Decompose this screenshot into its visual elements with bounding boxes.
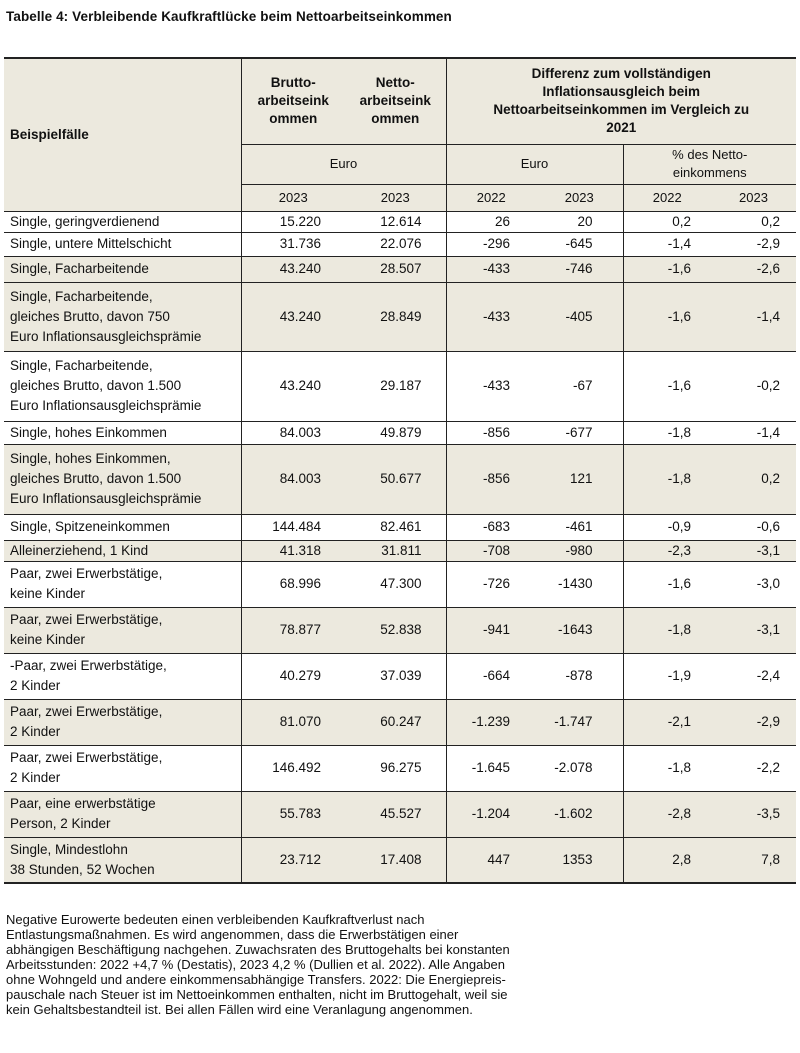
header-brutto-line: arbeitseink xyxy=(257,93,329,109)
footnote-line: ohne Wohngeld und andere einkommensabhängige Transfers. 2022: Die Energiepreis- xyxy=(6,972,506,987)
row-label-line: keine Kinder xyxy=(10,632,86,647)
row-label-line: 2 Kinder xyxy=(10,678,61,693)
row-label xyxy=(4,211,241,232)
row-label-line: Paar, zwei Erwerbstätige, xyxy=(10,612,163,627)
row-label-line: gleiches Brutto, davon 1.500 xyxy=(10,378,182,393)
cell-value: -1,6 xyxy=(623,256,711,282)
cell-value: 22.076 xyxy=(345,232,446,256)
cell-value: 29.187 xyxy=(345,351,446,421)
cell-value: -3,1 xyxy=(711,540,796,561)
table-title: Tabelle 4: Verbleibende Kaufkraftlücke beim Nettoarbeitseinkommen xyxy=(6,9,452,24)
row-label xyxy=(4,351,241,421)
cell-value: -2,8 xyxy=(623,791,711,837)
cell-value: -3,0 xyxy=(711,561,796,607)
cell-value: -433 xyxy=(446,351,536,421)
footnote-line: Entlastungsmaßnahmen. Es wird angenommen, dass die Erwerbstätigen einer xyxy=(6,927,459,942)
row-label-line: Person, 2 Kinder xyxy=(10,816,111,831)
table-row xyxy=(4,607,796,653)
cell-value: -726 xyxy=(446,561,536,607)
row-label-line: Euro Inflationsausgleichsprämie xyxy=(10,398,202,413)
cell-value: -1.602 xyxy=(536,791,623,837)
cell-value: -2,9 xyxy=(711,232,796,256)
header-differenz-line: 2021 xyxy=(606,120,637,136)
cell-value: 0,2 xyxy=(711,444,796,514)
cell-value: -856 xyxy=(446,421,536,444)
table-body xyxy=(4,211,796,883)
row-label-line: gleiches Brutto, davon 1.500 xyxy=(10,471,182,486)
cell-value: -1,8 xyxy=(623,444,711,514)
cell-value: -1,4 xyxy=(711,421,796,444)
cell-value: 0,2 xyxy=(623,211,711,232)
row-label xyxy=(4,607,241,653)
header-percent-line: % des Netto- xyxy=(672,147,748,162)
cell-value: 43.240 xyxy=(241,282,345,351)
row-label-line: Single, hohes Einkommen, xyxy=(10,451,171,466)
header-year: 2023 xyxy=(345,184,446,211)
cell-value: 121 xyxy=(536,444,623,514)
cell-value: -3,1 xyxy=(711,607,796,653)
footnote-line: Negative Eurowerte bedeuten einen verbleibenden Kaufkraftverlust nach xyxy=(6,912,425,927)
row-label xyxy=(4,791,241,837)
cell-value: 96.275 xyxy=(345,745,446,791)
row-label xyxy=(4,256,241,282)
cell-value: -1.645 xyxy=(446,745,536,791)
row-label-line: gleiches Brutto, davon 750 xyxy=(10,308,170,324)
cell-value: -980 xyxy=(536,540,623,561)
row-label xyxy=(4,444,241,514)
row-label xyxy=(4,282,241,351)
row-label-line: Alleinerziehend, 1 Kind xyxy=(10,542,149,558)
cell-value: 47.300 xyxy=(345,561,446,607)
cell-value: -2.078 xyxy=(536,745,623,791)
cell-value: -0,6 xyxy=(711,514,796,540)
row-label-line: 38 Stunden, 52 Wochen xyxy=(10,861,155,877)
cell-value: 41.318 xyxy=(241,540,345,561)
cell-value: -2,3 xyxy=(623,540,711,561)
cell-value: 37.039 xyxy=(345,653,446,699)
cell-value: -1,6 xyxy=(623,561,711,607)
cell-value: 81.070 xyxy=(241,699,345,745)
table-row xyxy=(4,791,796,837)
cell-value: 45.527 xyxy=(345,791,446,837)
row-label-line: Paar, zwei Erwerbstätige, xyxy=(10,566,163,581)
row-label xyxy=(4,837,241,883)
cell-value: -2,1 xyxy=(623,699,711,745)
table-row xyxy=(4,699,796,745)
cell-value: -1,8 xyxy=(623,421,711,444)
cell-value: -0,2 xyxy=(711,351,796,421)
table-row xyxy=(4,561,796,607)
cell-value: -677 xyxy=(536,421,623,444)
cell-value: 20 xyxy=(536,211,623,232)
data-table xyxy=(4,57,796,884)
cell-value: -1643 xyxy=(536,607,623,653)
row-label-line: 2 Kinder xyxy=(10,770,61,785)
cell-value: -856 xyxy=(446,444,536,514)
cell-value: 43.240 xyxy=(241,256,345,282)
row-label xyxy=(4,514,241,540)
cell-value: 84.003 xyxy=(241,421,345,444)
header-euro-right: Euro xyxy=(446,144,623,184)
row-label-line: -Paar, zwei Erwerbstätige, xyxy=(10,658,167,673)
row-label-line: Paar, zwei Erwerbstätige, xyxy=(10,704,163,719)
row-label-line: Single, Mindestlohn xyxy=(10,841,128,857)
cell-value: 17.408 xyxy=(345,837,446,883)
cell-value: 78.877 xyxy=(241,607,345,653)
cell-value: -1,4 xyxy=(711,282,796,351)
cell-value: 84.003 xyxy=(241,444,345,514)
header-netto xyxy=(345,58,446,144)
header-year: 2023 xyxy=(536,184,623,211)
cell-value: 55.783 xyxy=(241,791,345,837)
cell-value: -433 xyxy=(446,282,536,351)
cell-value: 31.736 xyxy=(241,232,345,256)
row-label xyxy=(4,653,241,699)
cell-value: -708 xyxy=(446,540,536,561)
table-row xyxy=(4,514,796,540)
cell-value: 60.247 xyxy=(345,699,446,745)
cell-value: 50.677 xyxy=(345,444,446,514)
cell-value: -2,2 xyxy=(711,745,796,791)
header-year: 2023 xyxy=(711,184,796,211)
cell-value: 146.492 xyxy=(241,745,345,791)
footnote-line: Arbeitsstunden: 2022 +4,7 % (Destatis), 2023 4,2 % (Dullien et al. 2022). Alle Angaben xyxy=(6,957,506,972)
cell-value: 7,8 xyxy=(711,837,796,883)
cell-value: 1353 xyxy=(536,837,623,883)
table-row xyxy=(4,444,796,514)
row-label-line: Paar, zwei Erwerbstätige, xyxy=(10,750,163,765)
header-percent-line: einkommens xyxy=(672,165,747,180)
row-label-line: Single, Facharbeitende, xyxy=(10,288,153,304)
cell-value: -1,6 xyxy=(623,282,711,351)
header-differenz-line: Inflationsausgleich beim xyxy=(542,84,701,100)
cell-value: -461 xyxy=(536,514,623,540)
header-year: 2023 xyxy=(241,184,345,211)
row-label-line: Paar, eine erwerbstätige xyxy=(10,796,156,811)
table-row xyxy=(4,351,796,421)
cell-value: -1,8 xyxy=(623,607,711,653)
cell-value: 43.240 xyxy=(241,351,345,421)
row-label-line: Single, untere Mittelschicht xyxy=(10,236,172,251)
cell-value: -3,5 xyxy=(711,791,796,837)
cell-value: -296 xyxy=(446,232,536,256)
header-differenz-line: Nettoarbeitseinkommen im Vergleich zu xyxy=(493,102,750,118)
cell-value: 23.712 xyxy=(241,837,345,883)
cell-value: 28.507 xyxy=(345,256,446,282)
cell-value: -1.747 xyxy=(536,699,623,745)
footnote-line: pauschale nach Steuer ist im Nettoeinkommen enthalten, nicht im Bruttogehalt, weil sie xyxy=(6,987,508,1002)
row-label-line: Single, geringverdienend xyxy=(10,213,160,229)
cell-value: -1,6 xyxy=(623,351,711,421)
row-label xyxy=(4,232,241,256)
cell-value: 447 xyxy=(446,837,536,883)
cell-value: -433 xyxy=(446,256,536,282)
table-row xyxy=(4,232,796,256)
header-differenz xyxy=(446,58,796,144)
cell-value: -645 xyxy=(536,232,623,256)
header-netto-line: ommen xyxy=(371,111,420,127)
row-label xyxy=(4,540,241,561)
row-label-line: Euro Inflationsausgleichsprämie xyxy=(10,328,202,344)
table-row xyxy=(4,653,796,699)
row-label-line: Single, Facharbeitende, xyxy=(10,358,153,373)
header-brutto-line: Brutto- xyxy=(270,75,316,91)
cell-value: -878 xyxy=(536,653,623,699)
row-label-line: keine Kinder xyxy=(10,586,86,601)
cell-value: 28.849 xyxy=(345,282,446,351)
row-label-line: Euro Inflationsausgleichsprämie xyxy=(10,491,202,506)
header-differenz-line: Differenz zum vollständigen xyxy=(531,66,711,82)
cell-value: 31.811 xyxy=(345,540,446,561)
cell-value: 144.484 xyxy=(241,514,345,540)
cell-value: 15.220 xyxy=(241,211,345,232)
cell-value: -683 xyxy=(446,514,536,540)
cell-value: -746 xyxy=(536,256,623,282)
row-label xyxy=(4,699,241,745)
table-row xyxy=(4,256,796,282)
cell-value: 49.879 xyxy=(345,421,446,444)
table-row xyxy=(4,837,796,883)
table-row xyxy=(4,211,796,232)
row-label-line: 2 Kinder xyxy=(10,724,61,739)
table-row xyxy=(4,282,796,351)
header-brutto-line: ommen xyxy=(269,111,318,127)
cell-value: -1,8 xyxy=(623,745,711,791)
cell-value: 68.996 xyxy=(241,561,345,607)
row-label-line: Single, Spitzeneinkommen xyxy=(10,519,170,534)
header-brutto xyxy=(241,58,345,144)
table-row xyxy=(4,540,796,561)
row-label xyxy=(4,561,241,607)
header-euro-left: Euro xyxy=(241,144,446,184)
footnote xyxy=(6,912,646,1017)
cell-value: -1,9 xyxy=(623,653,711,699)
footnote-line: kein Gehaltsbestandteil ist. Bei allen Fällen wird eine Veranlagung angenommen. xyxy=(6,1002,473,1017)
cell-value: -1430 xyxy=(536,561,623,607)
header-netto-line: Netto- xyxy=(375,75,415,91)
cell-value: 2,8 xyxy=(623,837,711,883)
row-label xyxy=(4,421,241,444)
footnote-line: abhängigen Beschäftigung nachgehen. Zuwachsraten des Bruttogehalts bei konstanten xyxy=(6,942,510,957)
row-label-line: Single, hohes Einkommen xyxy=(10,424,167,440)
header-percent xyxy=(623,144,796,184)
cell-value: 12.614 xyxy=(345,211,446,232)
cell-value: -941 xyxy=(446,607,536,653)
cell-value: -1.204 xyxy=(446,791,536,837)
header-year: 2022 xyxy=(623,184,711,211)
row-label xyxy=(4,745,241,791)
row-label-line: Single, Facharbeitende xyxy=(10,261,149,276)
cell-value: -405 xyxy=(536,282,623,351)
cell-value: 26 xyxy=(446,211,536,232)
cell-value: 82.461 xyxy=(345,514,446,540)
table-row xyxy=(4,421,796,444)
cell-value: 0,2 xyxy=(711,211,796,232)
cell-value: -664 xyxy=(446,653,536,699)
header-year: 2022 xyxy=(446,184,536,211)
cell-value: 40.279 xyxy=(241,653,345,699)
cell-value: -67 xyxy=(536,351,623,421)
table-row xyxy=(4,745,796,791)
cell-value: -2,9 xyxy=(711,699,796,745)
cell-value: -0,9 xyxy=(623,514,711,540)
cell-value: -1.239 xyxy=(446,699,536,745)
cell-value: -2,6 xyxy=(711,256,796,282)
cell-value: -1,4 xyxy=(623,232,711,256)
cell-value: 52.838 xyxy=(345,607,446,653)
header-beispielfaelle: Beispielfälle xyxy=(10,126,89,142)
cell-value: -2,4 xyxy=(711,653,796,699)
header-netto-line: arbeitseink xyxy=(359,93,431,109)
